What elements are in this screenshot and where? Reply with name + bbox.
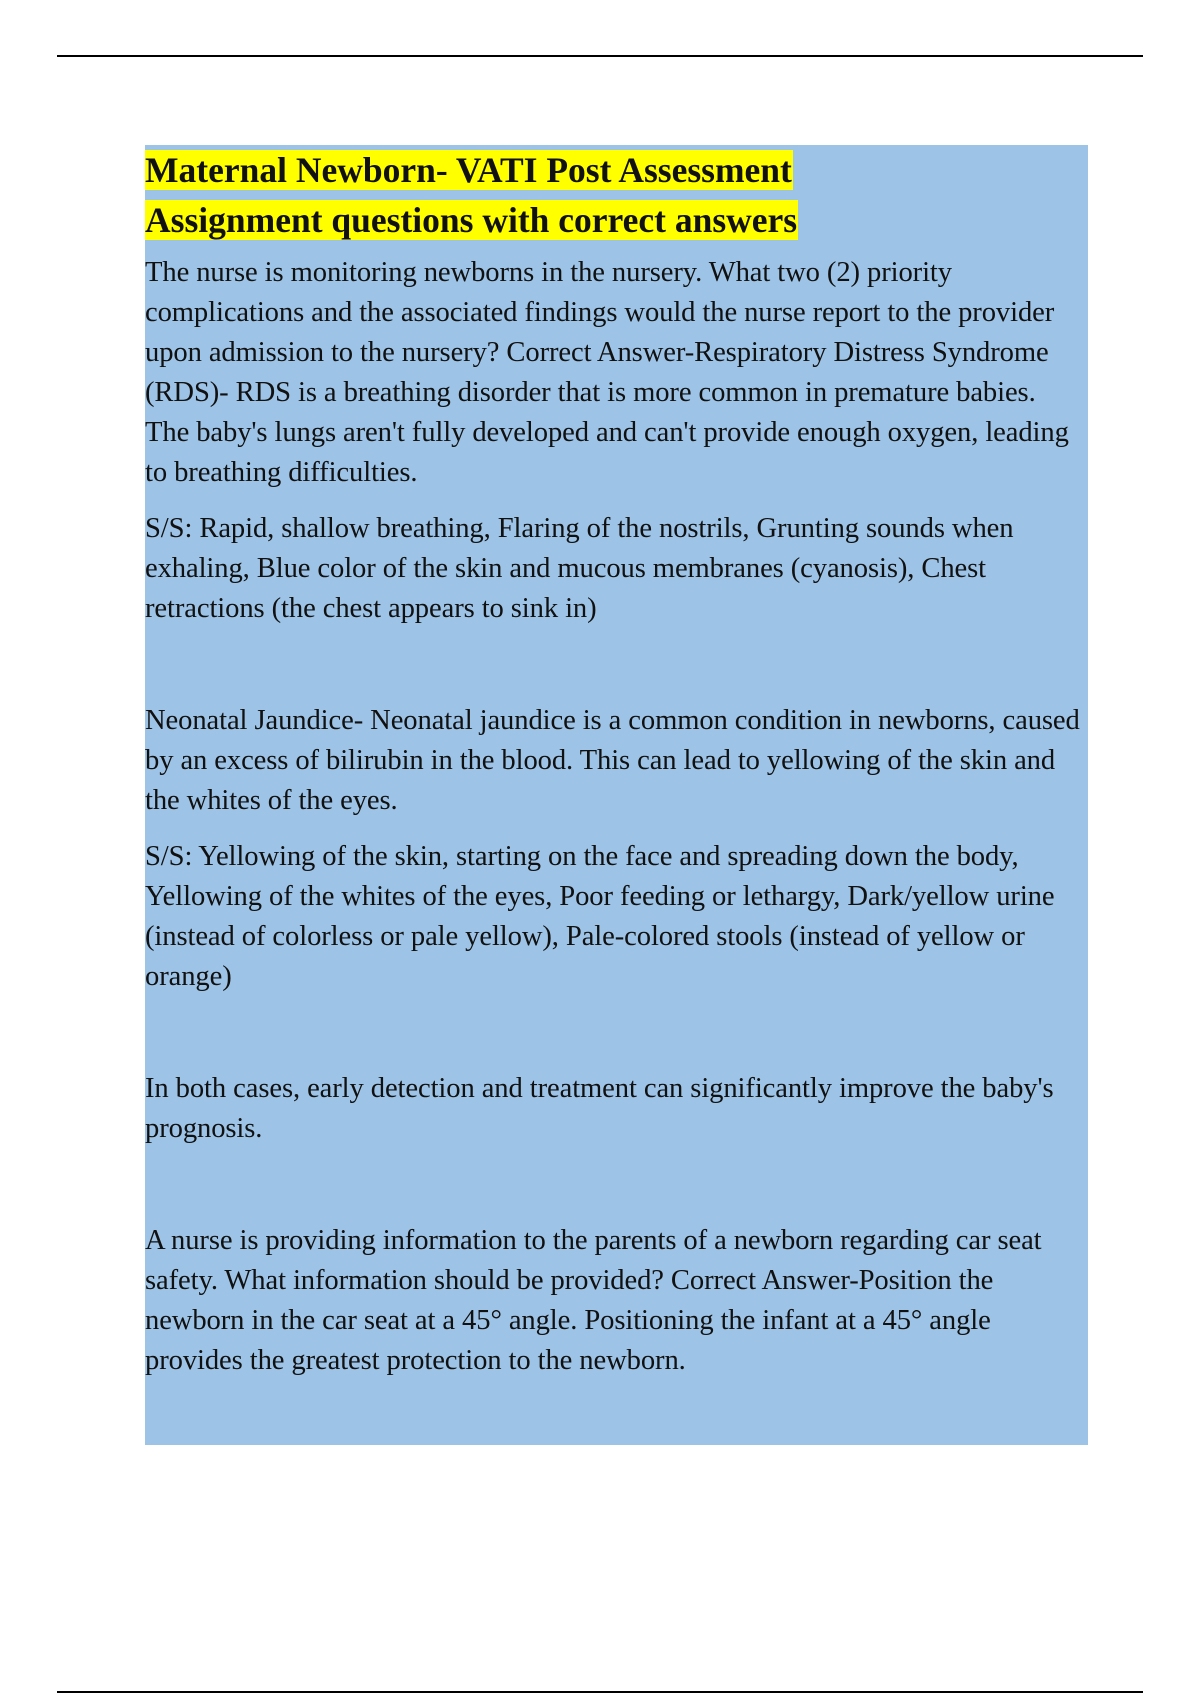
footer-rule — [57, 1691, 1143, 1693]
header-rule — [57, 55, 1143, 57]
question-2-paragraph: A nurse is providing information to the parents of a newborn regarding car seat safety. What information should be provided? Correct Answer-Position the newborn in the car seat at a 45° angle. Positioning the infant at a 45° angle provides the greatest protection to the newborn. — [145, 1225, 1042, 1376]
title-line-1: Maternal Newborn- VATI Post Assessment — [145, 150, 792, 190]
jaundice-signs-paragraph: S/S: Yellowing of the skin, starting on the face and spreading down the body, Yellowing of the whites of the eyes, Poor feeding or lethargy, Dark/yellow urine (instead of colorless or pale yellow), Pale-colored stools (instead of yellow or orange) — [145, 841, 1055, 992]
question-1-paragraph: The nurse is monitoring newborns in the nursery. What two (2) priority complications and the associated findings would the nurse report to the provider upon admission to the nursery? Correct Answer-Respiratory Distress Syndrome (RDS)- RDS is a breathing disorder that is more common in premature babies. The baby's lungs aren't fully developed and can't provide enough oxygen, leading to breathing difficulties. — [145, 257, 1069, 488]
summary-paragraph: In both cases, early detection and treatment can significantly improve the baby's prognosis. — [145, 1073, 1054, 1144]
title-line-2: Assignment questions with correct answers — [145, 200, 798, 240]
document-title — [145, 145, 1084, 245]
content-box — [145, 145, 1088, 1445]
jaundice-paragraph: Neonatal Jaundice- Neonatal jaundice is a common condition in newborns, caused by an excess of bilirubin in the blood. This can lead to yellowing of the skin and the whites of the eyes. — [145, 705, 1080, 816]
rds-signs-paragraph: S/S: Rapid, shallow breathing, Flaring of the nostrils, Grunting sounds when exhaling, Blue color of the skin and mucous membranes (cyanosis), Chest retractions (the chest appears to sink in) — [145, 513, 1014, 624]
